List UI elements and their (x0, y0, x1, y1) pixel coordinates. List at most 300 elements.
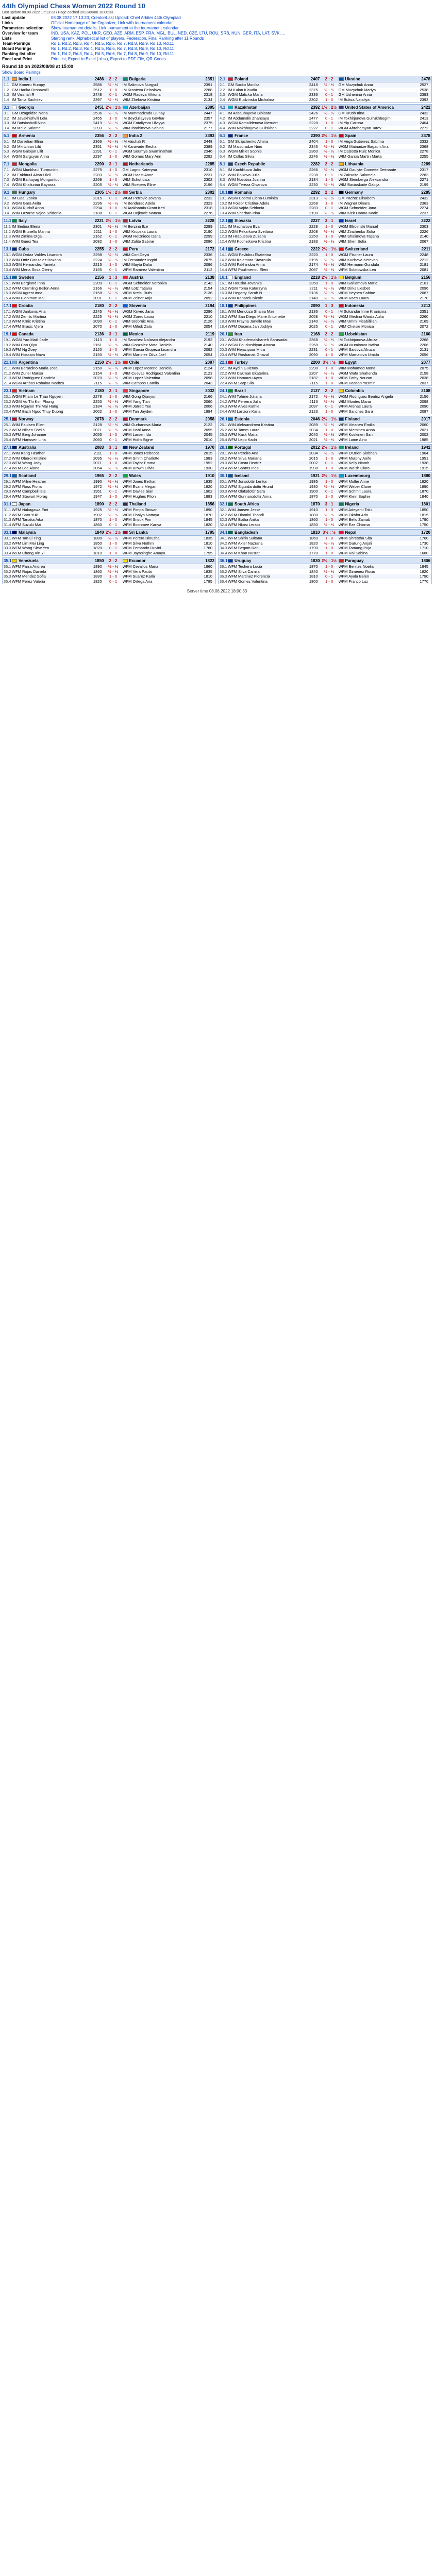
white-player-name[interactable]: WFM Silva Mariana (228, 455, 262, 461)
white-player-name[interactable]: GM Harika Dronavalli (12, 87, 49, 92)
black-player-name[interactable]: IM Mammadzada Gunay (122, 111, 165, 115)
black-player-name[interactable]: WIM Chelsie Monica (338, 324, 374, 329)
white-player-name[interactable]: WFM Martinez Florencia (228, 574, 270, 579)
black-player-name[interactable]: WIM Galliamova Maria (338, 281, 378, 285)
black-player-name[interactable]: WFM Lopez Valentina (122, 376, 160, 380)
white-player-name[interactable]: WIM Bjorkman Mai (12, 295, 45, 300)
white-player-name[interactable]: WFM San Diego Marie Antoinette (228, 314, 286, 319)
home-team-name[interactable]: Italy (19, 218, 27, 223)
black-player-name[interactable]: WIM Ibrahimova Sabina (122, 125, 164, 130)
black-player-name[interactable]: WFM Bello Zainab (338, 517, 371, 522)
black-player-name[interactable]: IM Sanchez Nolasco Alejandra (122, 337, 175, 342)
white-player-name[interactable]: WFM Tanaka Aiko (12, 517, 43, 522)
black-player-name[interactable]: WFM Koskinen Sari (338, 432, 373, 437)
black-player-name[interactable]: WGM Schneider Jana (338, 206, 376, 210)
black-player-name[interactable]: WGM Fischer Laura (338, 252, 373, 257)
black-player-name[interactable]: WIM Zhekova Kristina (122, 97, 160, 102)
match-header[interactable] (219, 161, 431, 167)
home-team-name[interactable]: Hungary (19, 190, 36, 195)
black-player-name[interactable]: WIM Ummi Fisabilillah (338, 319, 377, 324)
home-team-name[interactable]: Romania (235, 190, 252, 195)
white-player-name[interactable]: IM Danielian Elina (12, 139, 43, 144)
white-player-name[interactable]: IM Batsiashvili Nino (12, 121, 46, 125)
white-player-name[interactable]: WFM Kask Maria (228, 432, 258, 437)
black-player-name[interactable]: WGM Soumya Swaminathan (122, 149, 172, 154)
match-header[interactable] (219, 218, 431, 224)
away-team-name[interactable]: Chile (129, 360, 140, 365)
home-team-name[interactable]: Iceland (235, 473, 249, 478)
info-value[interactable] (51, 15, 287, 21)
match-header[interactable] (219, 416, 431, 422)
match-header[interactable] (219, 360, 431, 366)
black-player-name[interactable]: WGM Petrovic Jovana (122, 196, 161, 200)
away-team-name[interactable]: Ukraine (345, 77, 360, 81)
black-player-name[interactable]: WIM Cuevas Rodriguez Valentina (122, 370, 180, 376)
black-player-name[interactable]: GM Paehtz Elisabeth (338, 196, 375, 200)
white-player-name[interactable]: WFM Mendez Sofia (12, 574, 46, 579)
white-player-name[interactable]: GM Skripchenko Almira (228, 139, 269, 144)
black-player-name[interactable]: WFM Pimpa Siriwan (122, 507, 158, 512)
home-team-name[interactable]: Turkey (235, 360, 248, 365)
white-player-name[interactable]: IM Hegarty Sarah N (228, 291, 262, 295)
white-player-name[interactable]: WIM Kang Heather (12, 451, 45, 455)
white-player-name[interactable]: WGM Brunello Marina (12, 229, 50, 234)
black-player-name[interactable]: WGM Krivec Jana (122, 309, 154, 314)
away-team-name[interactable]: New Zealand (129, 445, 155, 450)
black-player-name[interactable]: WFM Adeyemi Tolu (338, 507, 372, 512)
home-team-name[interactable]: Bangladesh (235, 530, 258, 535)
black-player-name[interactable]: WGM Schneider Veronika (122, 281, 167, 285)
white-player-name[interactable]: WIM Nakhbayeva Guliskhan (228, 125, 277, 130)
white-player-name[interactable]: WGM Toma Katarzyna (228, 285, 267, 291)
home-team-name[interactable]: Mongolia (19, 162, 37, 166)
black-player-name[interactable]: WFM Srisuk Pim (122, 517, 152, 522)
away-team-name[interactable]: Wales (129, 473, 141, 478)
info-links[interactable]: Rd.1, Rd.2, Rd.3, Rd.4, Rd.5, Rd.6, Rd.7, Rd.8, Rd.9, Rd.10, Rd.11 (51, 41, 174, 46)
white-player-name[interactable]: WGM Tereza Olsarova (228, 182, 267, 187)
home-team-name[interactable]: Poland (235, 77, 248, 81)
black-player-name[interactable]: WFM Perera Dinusha (122, 536, 160, 540)
black-player-name[interactable]: IM Arakhamia-Grant Keti (122, 206, 165, 210)
white-player-name[interactable]: WFM Botha Anika (228, 517, 259, 522)
info-links[interactable]: Print list, Export to Excel (.xlsx), Export to PDF-File, QR-Codes (51, 57, 166, 61)
away-team-name[interactable]: Ireland (345, 445, 359, 450)
away-team-name[interactable]: Singapore (129, 388, 149, 393)
white-player-name[interactable]: WFM Techera Lucia (228, 564, 262, 569)
white-player-name[interactable]: WGM Hernandez Yaniela (12, 262, 56, 267)
black-player-name[interactable]: GM Krush Irina (338, 111, 364, 115)
black-player-name[interactable]: WFM Smith Charlotte (122, 455, 160, 461)
match-header[interactable] (3, 275, 215, 281)
white-player-name[interactable]: WFM Berg Johanne (12, 432, 46, 437)
black-player-name[interactable]: WFM Heynen Sabine (338, 291, 375, 295)
white-player-name[interactable]: WFM Tan Li Ting (12, 536, 41, 540)
white-player-name[interactable]: WFM Nkosi Lerato (228, 522, 260, 527)
home-team-name[interactable]: Venezuela (19, 558, 39, 563)
black-player-name[interactable]: WFM Taylor Emma (122, 461, 156, 465)
black-player-name[interactable]: WIM Mohamed Mona (338, 366, 376, 370)
white-player-name[interactable]: WFM Ng Zoey (12, 347, 37, 352)
white-player-name[interactable]: WGM Khaliunaa Bayaraa (12, 182, 56, 187)
away-team-name[interactable]: Slovenia (129, 303, 146, 308)
away-team-name[interactable]: Uzbekistan (345, 332, 367, 336)
white-player-name[interactable]: WIM Frayna Janelle Mae (228, 319, 271, 324)
white-player-name[interactable]: WFM Parra Andrea (12, 564, 45, 569)
white-player-name[interactable]: WGM Khademalsharieh Sarasadat (228, 337, 288, 342)
black-player-name[interactable]: WFM Virtanen Emilia (338, 422, 375, 427)
white-player-name[interactable]: IM Aydin Gulenay (228, 366, 258, 370)
match-header[interactable] (219, 388, 431, 394)
black-player-name[interactable]: WFM Saidova Afruza (338, 347, 375, 352)
black-player-name[interactable]: WFM Larsen Ida (122, 432, 151, 437)
home-team-name[interactable]: South Africa (235, 502, 259, 506)
black-player-name[interactable]: WFM Arenas Laura (338, 404, 372, 409)
white-player-name[interactable]: WFM Nakagawa Emi (12, 507, 48, 512)
home-team-name[interactable]: Australia (19, 445, 37, 450)
black-player-name[interactable]: WGM Abrahamyan Tatev (338, 125, 381, 130)
match-header[interactable] (219, 558, 431, 564)
white-player-name[interactable]: WGM Vo Thi Kim Phung (12, 399, 54, 404)
away-team-name[interactable]: Netherlands (129, 162, 153, 166)
white-player-name[interactable]: WIM Paulsen Ellen (12, 422, 45, 427)
black-player-name[interactable]: IM Vaishali R (122, 139, 145, 144)
black-player-name[interactable]: WFM Murphy Aoife (338, 455, 372, 461)
black-player-name[interactable]: WIM Shalimova Tatjana (338, 234, 379, 239)
match-header[interactable] (3, 161, 215, 167)
match-header[interactable] (219, 76, 431, 82)
white-player-name[interactable]: WGM Kamalidenova Meruert (228, 121, 278, 125)
white-player-name[interactable]: GM Socko Monika (228, 82, 260, 87)
white-player-name[interactable]: WGM Pham Le Thao Nguyen (12, 394, 63, 399)
white-player-name[interactable]: WFM Dlamini Thandi (228, 512, 264, 517)
match-header[interactable] (219, 246, 431, 252)
white-player-name[interactable]: IM Hrabusova Zuzana (228, 234, 266, 239)
white-player-name[interactable]: WFM Gomez Valentina (228, 579, 268, 584)
white-player-name[interactable]: IM Melia Salome (12, 125, 41, 130)
black-player-name[interactable]: WGM Efroimski Marsel (338, 224, 378, 229)
black-player-name[interactable]: WFM Weber Claire (338, 484, 372, 489)
away-team-name[interactable]: Peru (129, 247, 139, 251)
black-player-name[interactable]: IM Benderac Adela (122, 200, 155, 206)
info-value[interactable] (51, 46, 287, 52)
white-player-name[interactable]: WFM Poulimenou Eleni (228, 267, 269, 272)
white-player-name[interactable]: WGM Galojan Lilit (12, 149, 43, 154)
black-player-name[interactable]: WFM Gimenez Rocio (338, 569, 375, 574)
black-player-name[interactable]: WFM Schmit Laura (338, 489, 372, 494)
info-value[interactable] (51, 57, 287, 62)
home-team-name[interactable]: Sweden (19, 275, 35, 280)
black-player-name[interactable]: GM Ushenina Anna (338, 92, 372, 97)
black-player-name[interactable]: WIM Hermann Gundula (338, 262, 379, 267)
info-links[interactable]: Rd.1, Rd.2, Rd.3, Rd.4, Rd.5, Rd.6, Rd.7, Rd.8, Rd.9, Rd.10, Rd.11 (51, 52, 174, 56)
match-header[interactable] (219, 133, 431, 139)
black-player-name[interactable]: WFM Walsh Ciara (338, 465, 370, 470)
white-player-name[interactable]: WIM Lazarne Vajda Szidonia (12, 210, 62, 215)
info-value[interactable] (51, 21, 287, 26)
white-player-name[interactable]: WFM Rojas Daniela (12, 569, 46, 574)
black-player-name[interactable]: WFM Ortega Ana (122, 579, 153, 584)
white-player-name[interactable]: WFM Roshanak Ghazal (228, 352, 269, 357)
away-team-name[interactable]: United States of America (345, 105, 394, 110)
info-links[interactable]: IND, USA, KAZ, POL, UKR, GEO, AZE, ARM, ESP, FRA, MGL, BUL, NED, CZE, LTU, ROU, SRB, HUN, GER, ITA, LAT, SVK, ... (51, 31, 286, 36)
black-player-name[interactable]: WFM Sanchez Sara (338, 409, 373, 414)
white-player-name[interactable]: IM Enkhtuul Altan-Ulzii (12, 172, 51, 177)
info-value[interactable] (51, 41, 287, 46)
black-player-name[interactable]: WFM Brown Olivia (122, 465, 155, 470)
white-player-name[interactable]: WFM Sarp Sila (228, 380, 254, 385)
white-player-name[interactable]: WIM Sherban Irina (228, 210, 260, 215)
white-player-name[interactable]: WFM Jonsdottir Lenka (228, 479, 267, 484)
white-player-name[interactable]: WIM Mena Sosa Oleiny (12, 267, 53, 272)
home-team-name[interactable]: Georgia (19, 105, 35, 110)
match-header[interactable] (3, 360, 215, 366)
away-team-name[interactable]: Switzerland (345, 247, 368, 251)
white-player-name[interactable]: WIM Zimina Olga (12, 234, 42, 239)
white-player-name[interactable]: WFM Silva Camila (228, 569, 260, 574)
white-player-name[interactable]: WFM Wang Jody (12, 461, 42, 465)
match-header[interactable] (219, 445, 431, 451)
white-player-name[interactable]: WFM Brasic Vjera (12, 324, 43, 329)
white-player-name[interactable]: WGM Milliet Sophie (228, 149, 262, 154)
black-player-name[interactable]: WFM Hughes Ffion (122, 494, 156, 499)
black-player-name[interactable]: IM Beydullayeva Govhar (122, 115, 165, 121)
match-header[interactable] (219, 303, 431, 309)
white-player-name[interactable]: WIM Novotna Joanna (228, 177, 265, 182)
home-team-name[interactable]: Uruguay (235, 558, 252, 563)
white-player-name[interactable]: WFM Campbell Isla (12, 489, 46, 494)
white-player-name[interactable]: WFM Chong Xin Yi (12, 550, 45, 555)
white-player-name[interactable]: WGM Pavlidou Ekaterina (228, 252, 271, 257)
black-player-name[interactable]: WIM Mayta Dalia (122, 262, 152, 267)
white-player-name[interactable]: WFM Lim Mei Ling (12, 540, 44, 546)
black-player-name[interactable]: WFM Jones Bethan (122, 479, 157, 484)
home-team-name[interactable]: Vietnam (19, 388, 35, 393)
white-player-name[interactable]: WIM Kanarek Nicole (228, 295, 263, 300)
away-team-name[interactable]: Lithuania (345, 162, 364, 166)
black-player-name[interactable]: WFM Fernando Ruvini (122, 546, 161, 550)
white-player-name[interactable]: IM Kulon Klaudia (228, 87, 257, 92)
white-player-name[interactable]: WGM Munkhzul Turmunkh (12, 167, 58, 172)
white-player-name[interactable]: WFM Suzuki Mai (12, 522, 41, 527)
white-player-name[interactable]: WGM Pourkashiyan Atousa (228, 342, 275, 347)
white-player-name[interactable]: IM Sedina Elena (12, 224, 41, 229)
white-player-name[interactable]: WFM Tamm Laura (228, 427, 260, 432)
black-player-name[interactable]: WIM Campos Camila (122, 380, 159, 385)
black-player-name[interactable]: IM Calzetta Ruiz Monica (338, 149, 380, 154)
match-header[interactable] (219, 331, 431, 337)
black-player-name[interactable]: WIM Roebers Eline (122, 182, 156, 187)
match-header[interactable] (3, 303, 215, 309)
black-player-name[interactable]: WFM Jones Rebecca (122, 451, 160, 455)
white-player-name[interactable]: WFM Costa Beatriz (228, 461, 262, 465)
home-team-name[interactable]: Kazakhstan (235, 105, 258, 110)
match-header[interactable] (219, 473, 431, 479)
white-player-name[interactable]: WFM Olafsdottir Sara (228, 489, 265, 494)
white-player-name[interactable]: IM Vaishali R (12, 92, 35, 97)
white-player-name[interactable]: WGM Rudolf Anna (12, 206, 44, 210)
black-player-name[interactable]: WFM Mamatova Umida (338, 352, 379, 357)
black-player-name[interactable]: WFM Kreisl Ruth (122, 291, 152, 295)
away-team-name[interactable]: Indonesia (345, 303, 364, 308)
black-player-name[interactable]: WFM Ramirez Valentina (122, 267, 164, 272)
black-player-name[interactable]: IM Tokhirjonova Afruza (338, 337, 378, 342)
white-player-name[interactable]: IM Gaal Zsoka (12, 196, 37, 200)
black-player-name[interactable]: WFM O'Brien Siobhan (338, 451, 377, 455)
home-team-name[interactable]: Norway (19, 417, 34, 421)
white-player-name[interactable]: WIM Kalamara Stavroula (228, 257, 271, 262)
white-player-name[interactable]: WFM Ross Fiona (12, 484, 42, 489)
away-team-name[interactable]: Colombia (345, 388, 364, 393)
home-team-name[interactable]: Czech Republic (235, 162, 265, 166)
match-header[interactable] (3, 218, 215, 224)
white-player-name[interactable]: WIM Zuriel Marisa (12, 370, 43, 376)
match-header[interactable] (3, 473, 215, 479)
black-player-name[interactable]: IM Zaksaite Salomeja (338, 172, 376, 177)
white-player-name[interactable]: WFM Nilsen Sheila (12, 427, 45, 432)
home-team-name[interactable]: Philippines (235, 303, 257, 308)
white-player-name[interactable]: IM Collas Silvia (228, 154, 255, 159)
black-player-name[interactable]: WFM Tamang Puja (338, 546, 372, 550)
away-team-name[interactable]: Thailand (129, 502, 146, 506)
white-player-name[interactable]: WGM Agrest Inna (12, 291, 43, 295)
white-player-name[interactable]: WIM Nguyen Thi Mai Hung (12, 404, 58, 409)
black-player-name[interactable]: WIM Kuchava Ketevan (338, 257, 378, 262)
white-player-name[interactable]: WFM Perez Valeria (12, 579, 45, 584)
white-player-name[interactable]: WGM Cosma Elena-Luminita (228, 196, 278, 200)
white-player-name[interactable]: WFM Shirin Sultana (228, 536, 262, 540)
away-team-name[interactable]: Serbia (129, 190, 142, 195)
black-player-name[interactable]: WFM Raes Laura (338, 295, 369, 300)
away-team-name[interactable]: Israel (345, 218, 356, 223)
black-player-name[interactable]: GM Muzychuk Mariya (338, 87, 376, 92)
match-header[interactable] (3, 133, 215, 139)
black-player-name[interactable]: WFM Mihok Zala (122, 324, 152, 329)
black-player-name[interactable]: WFM Shrestha Sita (338, 536, 372, 540)
black-player-name[interactable]: WFM Suarez Karla (122, 574, 155, 579)
home-team-name[interactable]: Japan (19, 502, 31, 506)
home-team-name[interactable]: Brazil (235, 388, 246, 393)
white-player-name[interactable]: WIM Fakhiridou Anna (228, 262, 265, 267)
black-player-name[interactable]: WFM Boonmee Kanya (122, 522, 161, 527)
white-player-name[interactable]: WIM Lanzoni Karla (228, 409, 261, 414)
black-player-name[interactable]: WGM Matnadze Bagauri Ana (338, 144, 389, 149)
black-player-name[interactable]: WFM Holm Signe (122, 437, 153, 442)
match-header[interactable] (219, 530, 431, 536)
black-player-name[interactable]: WIM Srebrnic Ana (122, 319, 154, 324)
black-player-name[interactable]: WGM Medina Warda Aulia (338, 314, 384, 319)
away-team-name[interactable]: India 2 (129, 133, 142, 138)
home-team-name[interactable]: Scotland (19, 473, 36, 478)
white-player-name[interactable]: WFM Akter Nazrana (228, 540, 263, 546)
away-team-name[interactable]: Egypt (345, 360, 357, 365)
white-player-name[interactable]: WIM Bojkova Julia (228, 172, 260, 177)
black-player-name[interactable]: WFM Chaiyo Nattaya (122, 512, 159, 517)
white-player-name[interactable]: IM Houska Jovanka (228, 281, 262, 285)
white-player-name[interactable]: IM Javakhishvili Lela (12, 115, 47, 121)
black-player-name[interactable]: GM Lagno Kateryna (122, 167, 157, 172)
white-player-name[interactable]: WFM Sigurdardottir Hrund (228, 484, 273, 489)
white-player-name[interactable]: WIM Cao Qiyu (12, 342, 37, 347)
black-player-name[interactable]: WGM Radeva Viktoria (122, 92, 161, 97)
black-player-name[interactable]: WFM Franco Luz (338, 579, 369, 584)
black-player-name[interactable]: IM Sukandar Irine Kharisma (338, 309, 387, 314)
white-player-name[interactable]: IM Foisor Cristina-Adela (228, 200, 270, 206)
black-player-name[interactable]: WFM Cevallos Maria (122, 564, 159, 569)
white-player-name[interactable]: IM Mkrtchian Lilit (12, 144, 41, 149)
black-player-name[interactable]: WGM Fataliyeva Ulviyya (122, 121, 165, 125)
white-player-name[interactable]: WIM Berardino Maria Jose (12, 366, 58, 370)
white-player-name[interactable]: IM Tania Sachdev (12, 97, 43, 102)
white-player-name[interactable]: WIM Ortiz Gonzalez Roxana (12, 257, 61, 262)
white-player-name[interactable]: IM Machalova Eva (228, 224, 260, 229)
match-header[interactable] (3, 445, 215, 451)
black-player-name[interactable]: WFM Sobkowska Lea (338, 267, 376, 272)
white-player-name[interactable]: WGM Yao Maili-Jade (12, 337, 48, 342)
home-team-name[interactable]: Iran (235, 332, 242, 336)
white-player-name[interactable]: WIM Tohme Juliana (228, 394, 262, 399)
white-player-name[interactable]: WGM Rudzinska Michalina (228, 97, 275, 102)
black-player-name[interactable]: WFM Okafor Ada (338, 512, 369, 517)
white-player-name[interactable]: WFM Wong Siew Yen (12, 546, 49, 550)
black-player-name[interactable]: WFM Tan Jayden (122, 409, 153, 414)
black-player-name[interactable]: WFM Lopez Moreno Daniela (122, 366, 172, 370)
home-team-name[interactable]: Slovakia (235, 218, 252, 223)
match-header[interactable] (3, 501, 215, 507)
white-player-name[interactable]: WGM Arribas Robaina Maritza (12, 380, 64, 385)
white-player-name[interactable]: WFM Bach Ngoc Thuy Duong (12, 409, 63, 414)
away-team-name[interactable]: Paraguay (345, 558, 364, 563)
black-player-name[interactable]: WIM Krupska Laura (122, 229, 157, 234)
match-header[interactable] (3, 76, 215, 82)
home-team-name[interactable]: Croatia (19, 303, 33, 308)
info-links[interactable]: Official Homepage of the Organizer, Link with tournament calendar (51, 21, 173, 25)
black-player-name[interactable]: WGM Rodriguez Beatriz Angela (338, 394, 393, 399)
black-player-name[interactable]: WFM Nieminen Anna (338, 427, 375, 432)
away-team-name[interactable]: Austria (129, 275, 144, 280)
black-player-name[interactable]: WIM Cori Deysi (122, 252, 149, 257)
black-player-name[interactable]: WFM Kelly Niamh (338, 461, 370, 465)
black-player-name[interactable]: WFM Ayala Belen (338, 574, 369, 579)
white-player-name[interactable]: WFM Rodriguez Candela (12, 376, 56, 380)
white-player-name[interactable]: WGM Gara Anita (12, 200, 41, 206)
black-player-name[interactable]: GM Muzychuk Anna (338, 82, 373, 87)
black-player-name[interactable]: WGM Haast Anne (122, 172, 154, 177)
info-links[interactable]: Starting rank, Alphabetical list of players, Federation, Final Ranking after 11 Rounds (51, 36, 204, 41)
black-player-name[interactable]: WGM Bojkovic Natasa (122, 210, 161, 215)
white-player-name[interactable]: WIM Gueci Tea (12, 239, 39, 244)
white-player-name[interactable]: WFM Docena Jan Jodilyn (228, 324, 272, 329)
black-player-name[interactable]: WIM Garcia Martin Marta (338, 154, 382, 159)
white-player-name[interactable]: WIM Kochetkova Kristina (228, 239, 271, 244)
white-player-name[interactable]: GM Koneru Humpy (12, 82, 45, 87)
black-player-name[interactable]: WFM Hassan Yasmin (338, 380, 376, 385)
black-player-name[interactable]: WFM Gurung Anjali (338, 540, 372, 546)
white-player-name[interactable]: WGM Malicka Maria (228, 92, 263, 97)
away-team-name[interactable]: Bulgaria (129, 77, 146, 81)
black-player-name[interactable]: WIM Baciuskaite Gabija (338, 182, 380, 187)
black-player-name[interactable]: WIM Schut Lisa (122, 177, 150, 182)
black-player-name[interactable]: WFM Garcia Oropeza Lisandra (122, 347, 176, 352)
match-header[interactable] (3, 530, 215, 536)
away-team-name[interactable]: Latvia (129, 218, 141, 223)
white-player-name[interactable]: WIM Cakmak Ekaterina (228, 370, 269, 376)
white-player-name[interactable]: WIM Berglund Inna (12, 281, 45, 285)
black-player-name[interactable]: WGM Wafa Shahenda (338, 370, 377, 376)
info-value[interactable] (51, 31, 287, 36)
match-header[interactable] (3, 388, 215, 394)
white-player-name[interactable]: WGM Bathuyag Mongontuul (12, 177, 61, 182)
black-player-name[interactable]: WFM Yang Tian (122, 399, 150, 404)
